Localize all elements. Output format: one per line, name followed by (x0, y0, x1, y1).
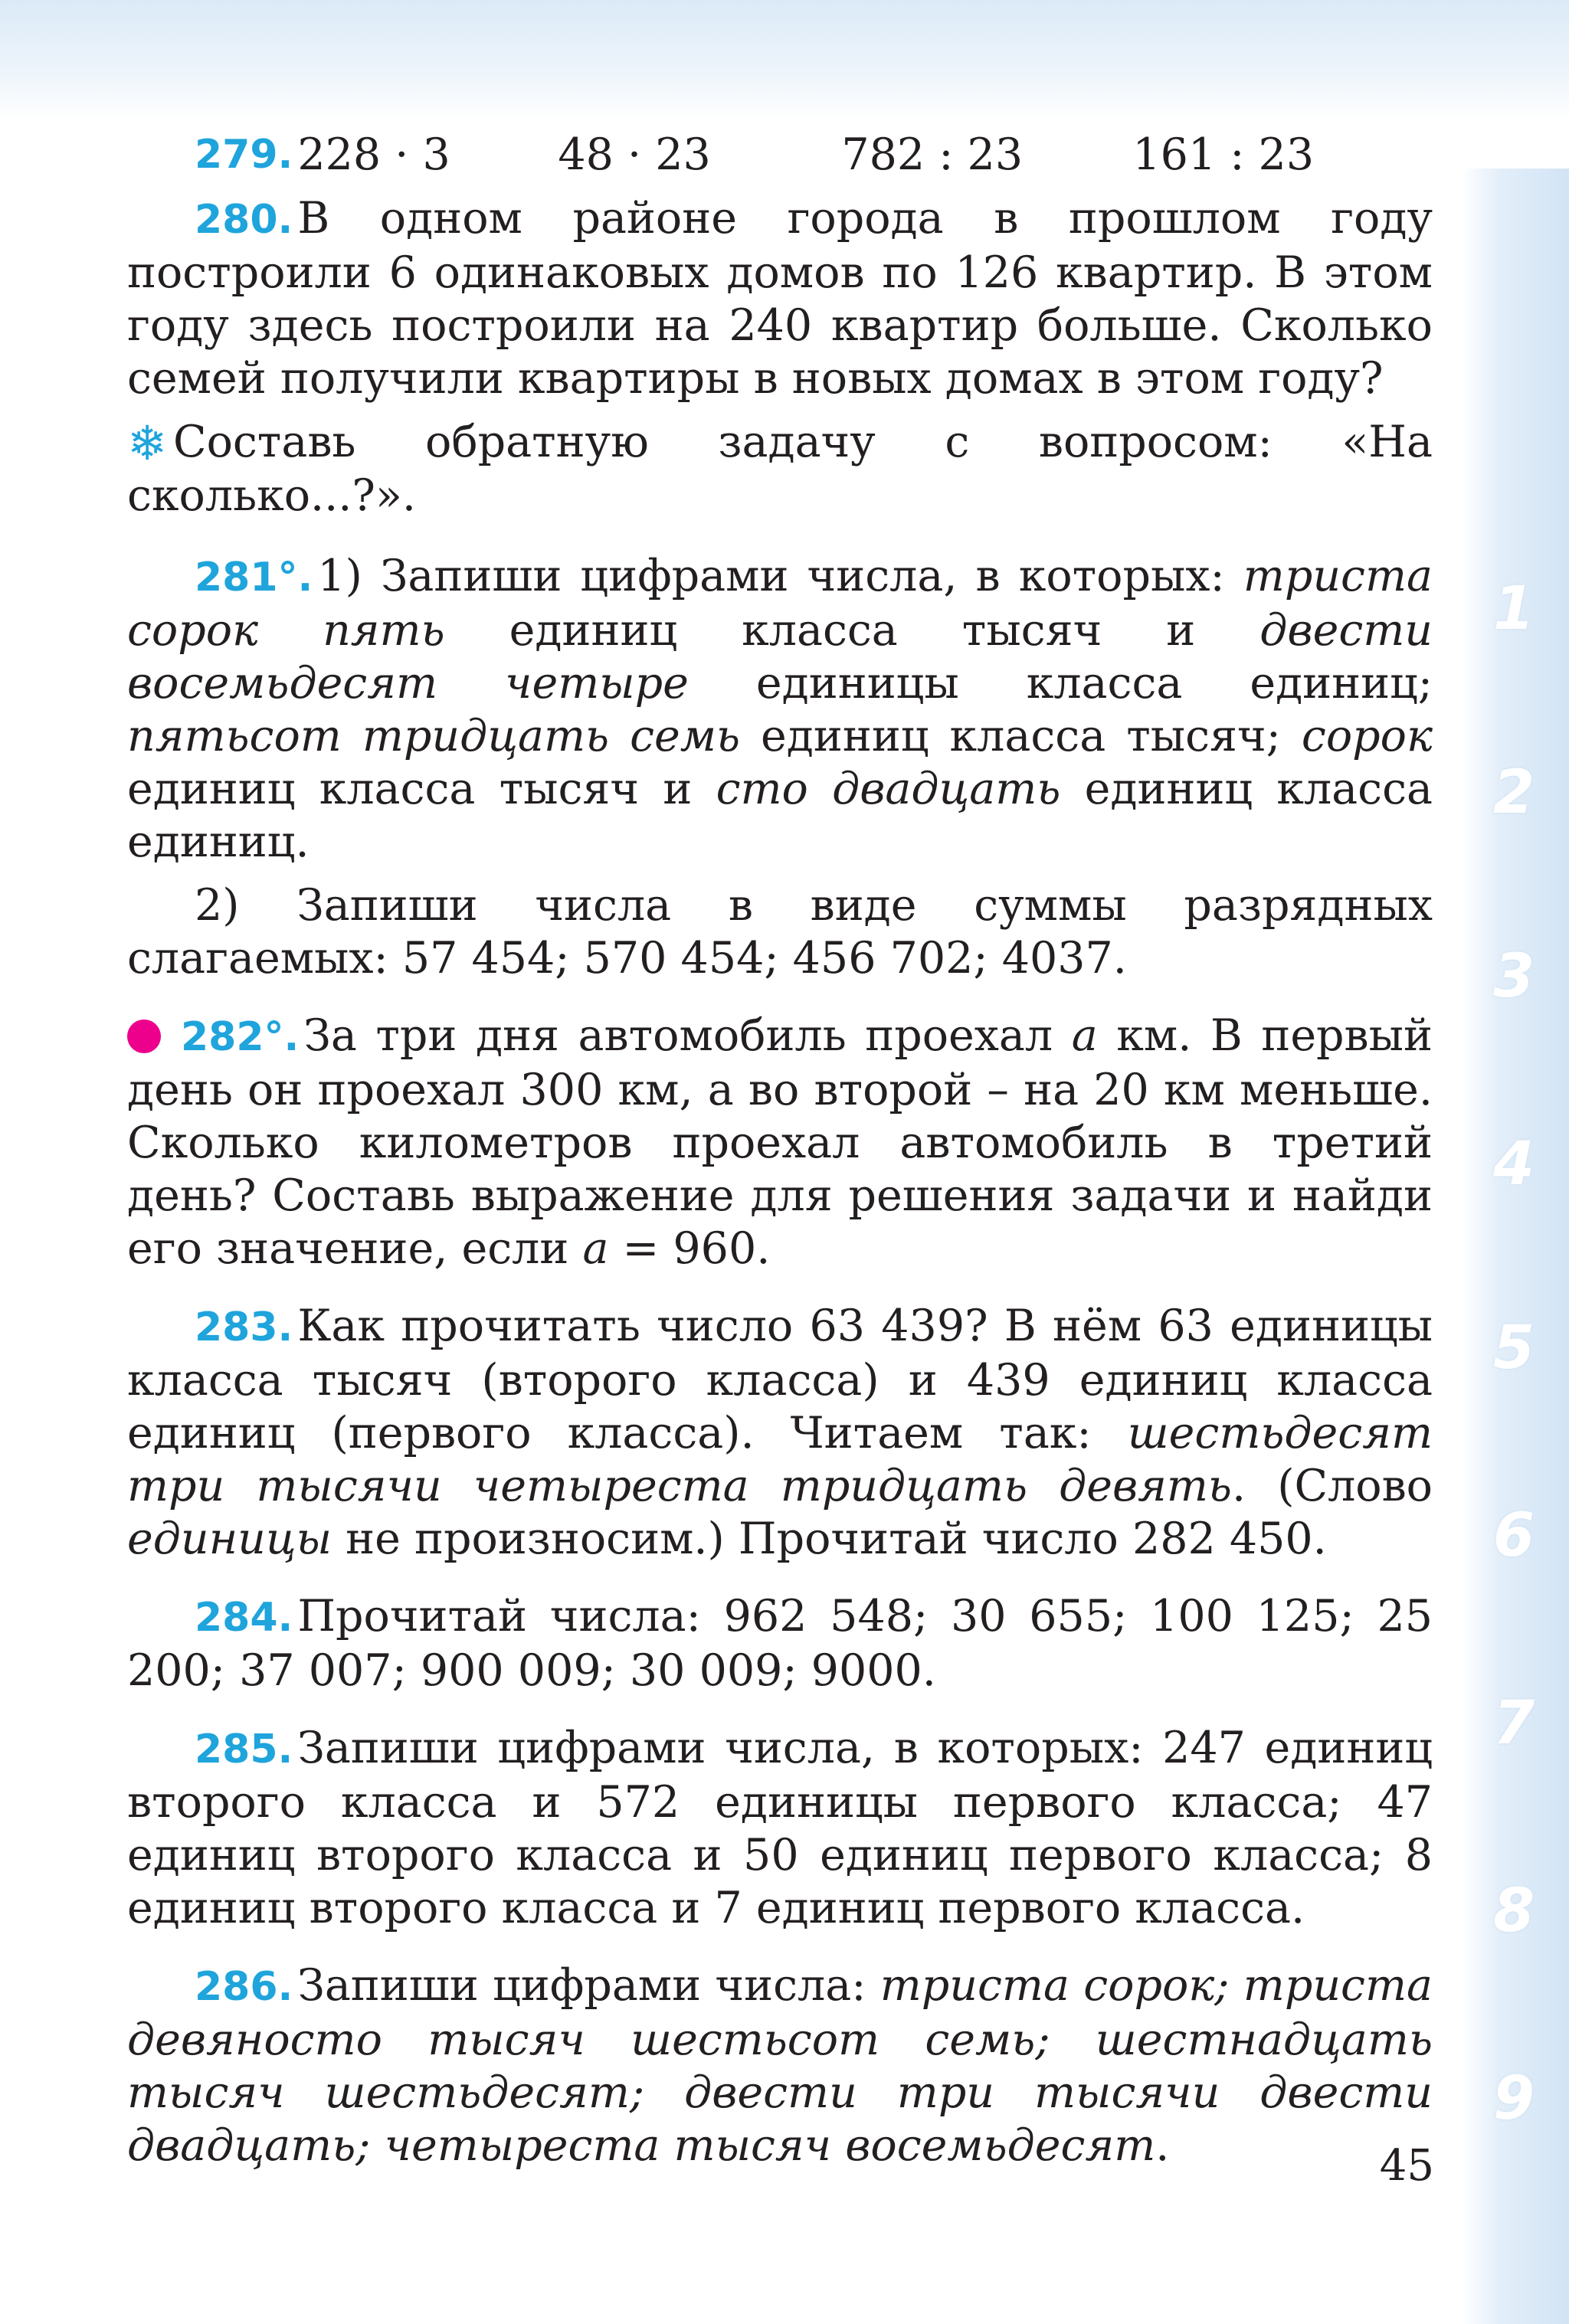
problem-number: 281°. (195, 555, 313, 601)
expression: 228 · 3 (297, 129, 450, 180)
extra-task-text: Составь обратную задачу с вопросом: «На сколько...?». (127, 417, 1433, 521)
side-digit: 8 (1492, 1877, 1535, 1946)
text: км. В первый день он проехал 300 км, а во второй – на 20 км меньше. Сколько километров проехал автомобиль в третий день? Составь выражение для решения задачи и найди его значение, если (127, 1010, 1433, 1274)
italic-text: двести восемьдесят четыре (127, 605, 1433, 709)
side-digit: 2 (1492, 758, 1535, 827)
problem-280 (127, 192, 1433, 405)
snowflake-icon: ❄ (127, 415, 167, 471)
text: 1) Запиши цифрами числа, в которых: (317, 551, 1243, 601)
italic-text: триста сорок пять (127, 551, 1433, 656)
expression: 782 : 23 (841, 129, 1024, 180)
problem-text: Прочитай числа: 962 548; 30 655; 100 125; 25 200; 37 007; 900 009; 30 009; 9000. (127, 1591, 1433, 1696)
side-digit: 5 (1492, 1314, 1535, 1383)
side-digit: 4 (1492, 1130, 1535, 1199)
side-digit: 9 (1492, 2064, 1535, 2133)
problem-text: Запиши цифрами числа, в которых: 247 единиц второго класса и 572 единицы первого класса; 47 единиц второго класса и 50 единиц первого класса; 8 единиц второго класса и 7 единиц первого класса. (127, 1723, 1433, 1933)
variable: a (582, 1223, 609, 1274)
text: . (Слово (1231, 1461, 1433, 1511)
text: единиц класса единиц. (127, 764, 1433, 867)
side-digit: 6 (1492, 1501, 1535, 1570)
text: Запиши цифрами числа: (297, 1960, 880, 2011)
variable: a (1071, 1010, 1098, 1061)
text: Как прочитать число 63 439? В нём 63 единицы класса тысяч (второго класса) и 439 единиц класса единиц (первого класса). Читаем так: (127, 1301, 1433, 1458)
problem-279 (127, 129, 1433, 182)
text: = 960. (608, 1223, 771, 1274)
problem-number: 283. (195, 1304, 293, 1350)
side-digit: 3 (1492, 942, 1535, 1011)
expression: 161 : 23 (1132, 129, 1315, 180)
problem-286 (127, 1959, 1433, 2172)
problem-number: 280. (195, 197, 293, 243)
side-digit: 7 (1492, 1689, 1535, 1758)
expression: 48 · 23 (558, 129, 711, 180)
italic-text: триста сорок; триста девяносто тысяч шестьсот семь; шестнадцать тысяч шестьдесят; двести три тысячи двести двадцать; четыреста тысяч восемьдесят (127, 1960, 1433, 2171)
problem-282 (127, 1010, 1433, 1275)
problem-number: 286. (195, 1964, 293, 2010)
problem-number: 285. (195, 1727, 293, 1772)
text: единиц класса тысяч; (740, 711, 1302, 761)
text: . (1155, 2120, 1170, 2171)
text: За три дня автомобиль проехал (303, 1010, 1072, 1061)
problem-285 (127, 1722, 1433, 1935)
text: единиц класса тысяч и (444, 605, 1260, 656)
side-margin-strip (1462, 169, 1569, 2324)
problem-284 (127, 1590, 1433, 1697)
italic-text: сорок (1301, 711, 1433, 761)
required-marker-dot (127, 1020, 161, 1053)
page-header-band (0, 0, 1569, 123)
side-digit: 1 (1492, 574, 1535, 643)
text: единицы класса единиц; (688, 658, 1433, 709)
text: не произносим.) Прочитай число 282 450. (332, 1514, 1327, 1564)
problem-281-part1 (127, 550, 1433, 869)
problem-text: В одном районе города в прошлом году построили 6 одинаковых домов по 126 квартир. В этом году здесь построили на 240 квартир больше. Сколько семей получили квартиры в новых домах в этом году? (127, 193, 1433, 404)
problem-number: 282°. (181, 1014, 300, 1060)
italic-text: шестьдесят три тысячи четыреста тридцать девять (127, 1408, 1433, 1511)
text: единиц класса тысяч и (127, 764, 716, 814)
problem-number: 279. (195, 132, 293, 178)
italic-text: единицы (127, 1514, 332, 1564)
italic-text: пятьсот тридцать семь (127, 711, 741, 761)
page-content (127, 129, 1433, 2197)
problem-number: 284. (195, 1595, 293, 1641)
problem-283 (127, 1300, 1433, 1566)
problem-281-part2: 2) Запиши числа в виде суммы разрядных слагаемых: 57 454; 570 454; 456 702; 4037. (127, 880, 1433, 984)
italic-text: сто двадцать (716, 764, 1061, 814)
extra-task (127, 416, 1433, 522)
page-number: 45 (1379, 2141, 1434, 2191)
